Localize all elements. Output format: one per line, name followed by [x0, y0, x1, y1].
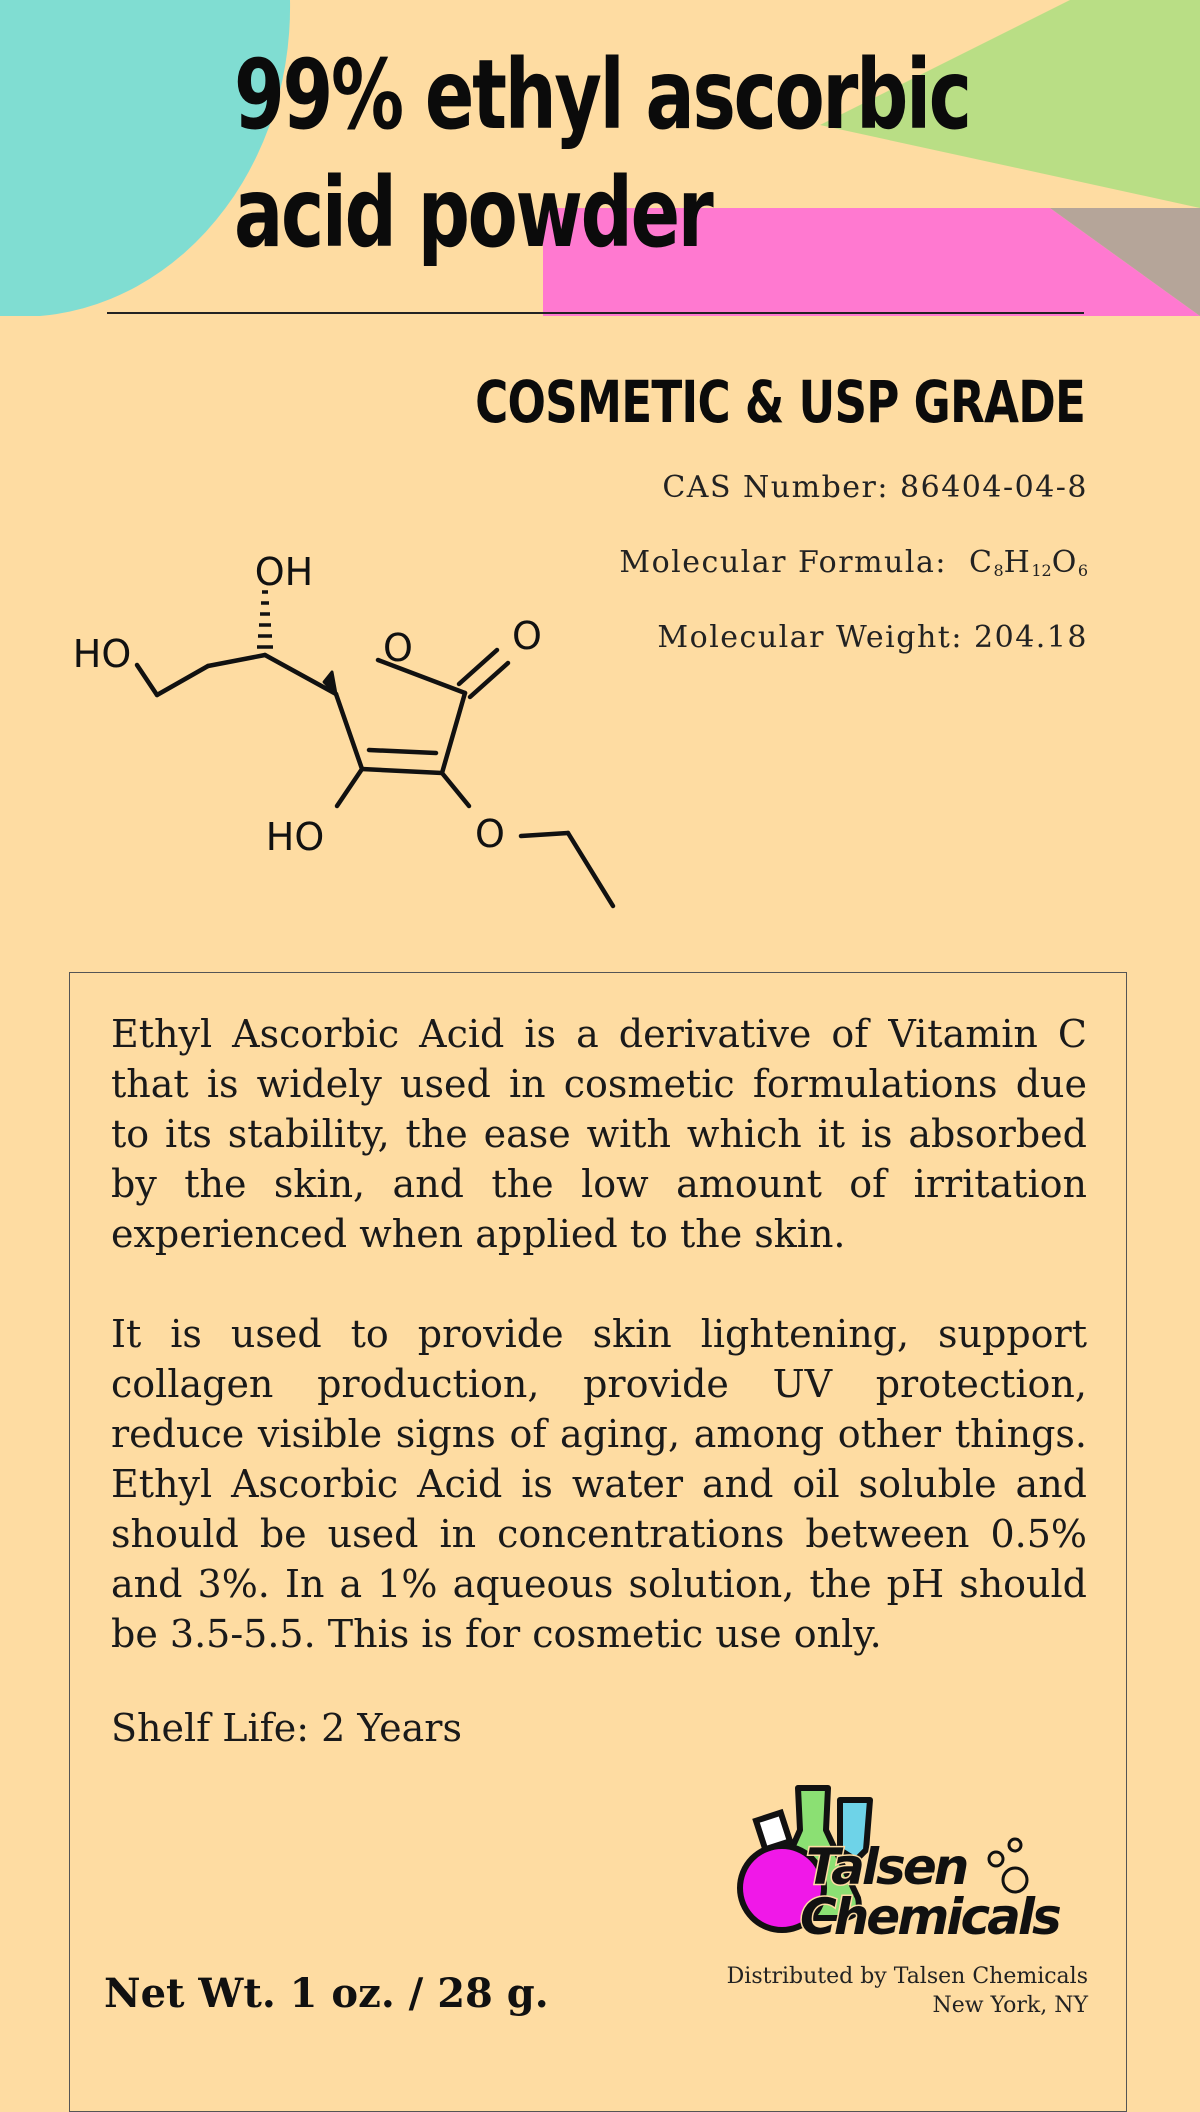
distributor-info — [727, 1962, 1088, 2020]
formula-value: $C_8H_{12}O_6$ — [969, 545, 1088, 580]
title-line-1: 99% ethyl ascorbic — [234, 39, 970, 151]
molecular-weight — [657, 620, 1088, 655]
chemical-structure-diagram — [60, 540, 630, 920]
label-ho-bottom: HO — [265, 815, 325, 859]
title-line-2: acid powder — [234, 157, 712, 269]
description-paragraph-1: Ethyl Ascorbic Acid is a derivative of Vitamin C that is widely used in cosmetic formulations due to its stability, the ease with which it is absorbed by the skin, and the low amount of irritation experienced when applied to the skin. — [111, 1012, 1087, 1256]
bubbles-icon — [989, 1839, 1027, 1892]
label-carbonyl-o: O — [512, 614, 542, 658]
logo-text-chemicals: Chemicals — [800, 1888, 1059, 1942]
talsen-chemicals-logo — [730, 1782, 1095, 1942]
molecular-formula — [619, 545, 1088, 580]
label-ring-o: O — [383, 626, 413, 670]
cas-number — [662, 470, 1088, 505]
label-ho-left: HO — [72, 632, 132, 676]
formula-label: Molecular Formula: — [619, 545, 947, 580]
grade-heading: COSMETIC & USP GRADE — [474, 368, 1085, 436]
weight-value: 204.18 — [974, 620, 1088, 655]
cas-value: 86404-04-8 — [900, 470, 1088, 505]
net-weight: Net Wt. 1 oz. / 28 g. — [104, 1970, 549, 2017]
label-oh-top: OH — [254, 550, 314, 594]
description-paragraph-2: It is used to provide skin lightening, support collagen production, provide UV protection, reduce visible signs of aging, among other things. Ethyl Ascorbic Acid is water and oil soluble and should be used in concentrations between 0.5% and 3%. In a 1% aqueous solution, the pH should be 3.5-5.5. This is for cosmetic use only. — [111, 1312, 1087, 1656]
product-title — [234, 36, 970, 272]
logo-text-talsen: Talsen — [806, 1838, 967, 1896]
header-divider — [107, 312, 1084, 314]
shelf-life: Shelf Life: 2 Years — [111, 1706, 462, 1750]
label-ether-o: O — [475, 812, 505, 856]
cas-label: CAS Number: — [662, 470, 889, 505]
distributed-by: Distributed by Talsen Chemicals — [726, 1964, 1088, 1989]
weight-label: Molecular Weight: — [657, 620, 963, 655]
distributor-location: New York, NY — [932, 1993, 1088, 2018]
